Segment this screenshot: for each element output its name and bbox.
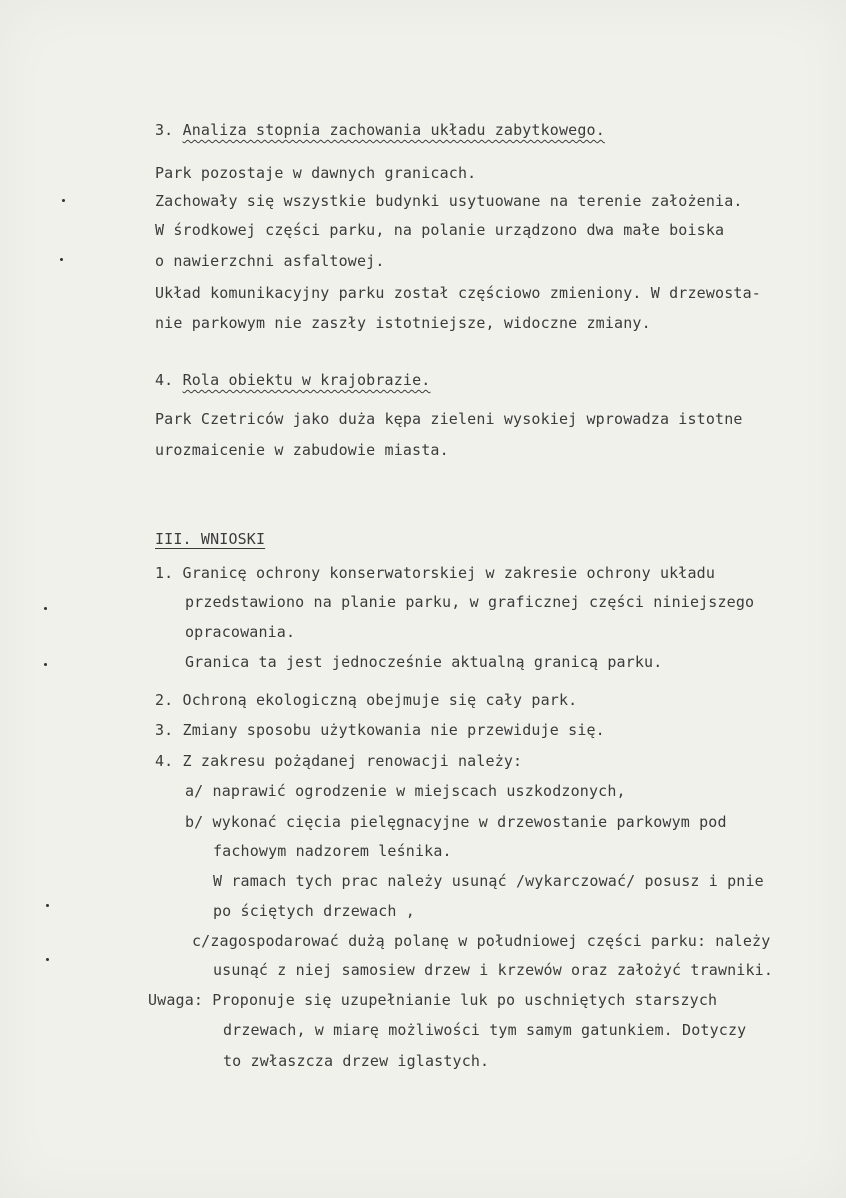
margin-mark [44, 663, 47, 666]
conclusion-line: drzewach, w miarę możliwości tym samym gatunkiem. Dotyczy [223, 1021, 747, 1039]
conclusion-line: fachowym nadzorem leśnika. [213, 842, 452, 860]
conclusion-line: Granica ta jest jednocześnie aktualną granicą parku. [185, 653, 663, 671]
conclusion-line: a/ naprawić ogrodzenie w miejscach uszkodzonych, [185, 782, 626, 800]
conclusion-line: opracowania. [185, 623, 296, 641]
section-3-line: W środkowej części parku, na polanie urządzono dwa małe boiska [155, 221, 725, 239]
section-3-title: Analiza stopnia zachowania układu zabytkowego. [182, 121, 605, 139]
section-4-line: Park Czetriców jako duża kępa zieleni wysokiej wprowadza istotne [155, 410, 743, 428]
conclusion-line: 2. Ochroną ekologiczną obejmuje się cały park. [155, 691, 578, 709]
section-4-title: Rola obiektu w krajobrazie. [182, 371, 431, 389]
conclusion-line: c/zagospodarować dużą polanę w południowej części parku: należy [192, 932, 771, 950]
conclusion-line: b/ wykonać cięcia pielęgnacyjne w drzewostanie parkowym pod [185, 813, 727, 831]
section-3-heading [155, 120, 605, 140]
section-3-number: 3. [155, 121, 174, 139]
section-3-line: o nawierzchni asfaltowej. [155, 252, 385, 270]
section-4-number: 4. [155, 371, 174, 389]
conclusion-line: 1. Granicę ochrony konserwatorskiej w zakresie ochrony układu [155, 564, 716, 582]
margin-mark [46, 958, 49, 961]
conclusions-heading: III. WNIOSKI [155, 530, 266, 548]
conclusion-line: Uwaga: Proponuje się uzupełnianie luk po uschniętych starszych [148, 991, 718, 1009]
margin-mark [44, 607, 47, 610]
conclusion-line: 4. Z zakresu pożądanej renowacji należy: [155, 752, 523, 770]
conclusion-line: to zwłaszcza drzew iglastych. [223, 1052, 490, 1070]
margin-mark [46, 904, 49, 907]
section-4-heading [155, 370, 430, 390]
conclusion-line: 3. Zmiany sposobu użytkowania nie przewiduje się. [155, 721, 605, 739]
section-3-line: Park pozostaje w dawnych granicach. [155, 164, 477, 182]
section-3-line: nie parkowym nie zaszły istotniejsze, widoczne zmiany. [155, 314, 651, 332]
section-3-line: Zachowały się wszystkie budynki usytuowane na terenie założenia. [155, 192, 743, 210]
conclusion-line: W ramach tych prac należy usunąć /wykarczować/ posusz i pnie [213, 872, 764, 890]
margin-mark [62, 199, 65, 202]
section-4-line: urozmaicenie w zabudowie miasta. [155, 441, 449, 459]
conclusion-line: przedstawiono na planie parku, w graficznej części niniejszego [185, 593, 755, 611]
conclusion-line: usunąć z niej samosiew drzew i krzewów oraz założyć trawniki. [213, 961, 774, 979]
section-3-line: Układ komunikacyjny parku został częściowo zmieniony. W drzewosta- [155, 284, 761, 302]
conclusion-line: po ściętych drzewach , [213, 902, 415, 920]
margin-mark [60, 258, 63, 261]
